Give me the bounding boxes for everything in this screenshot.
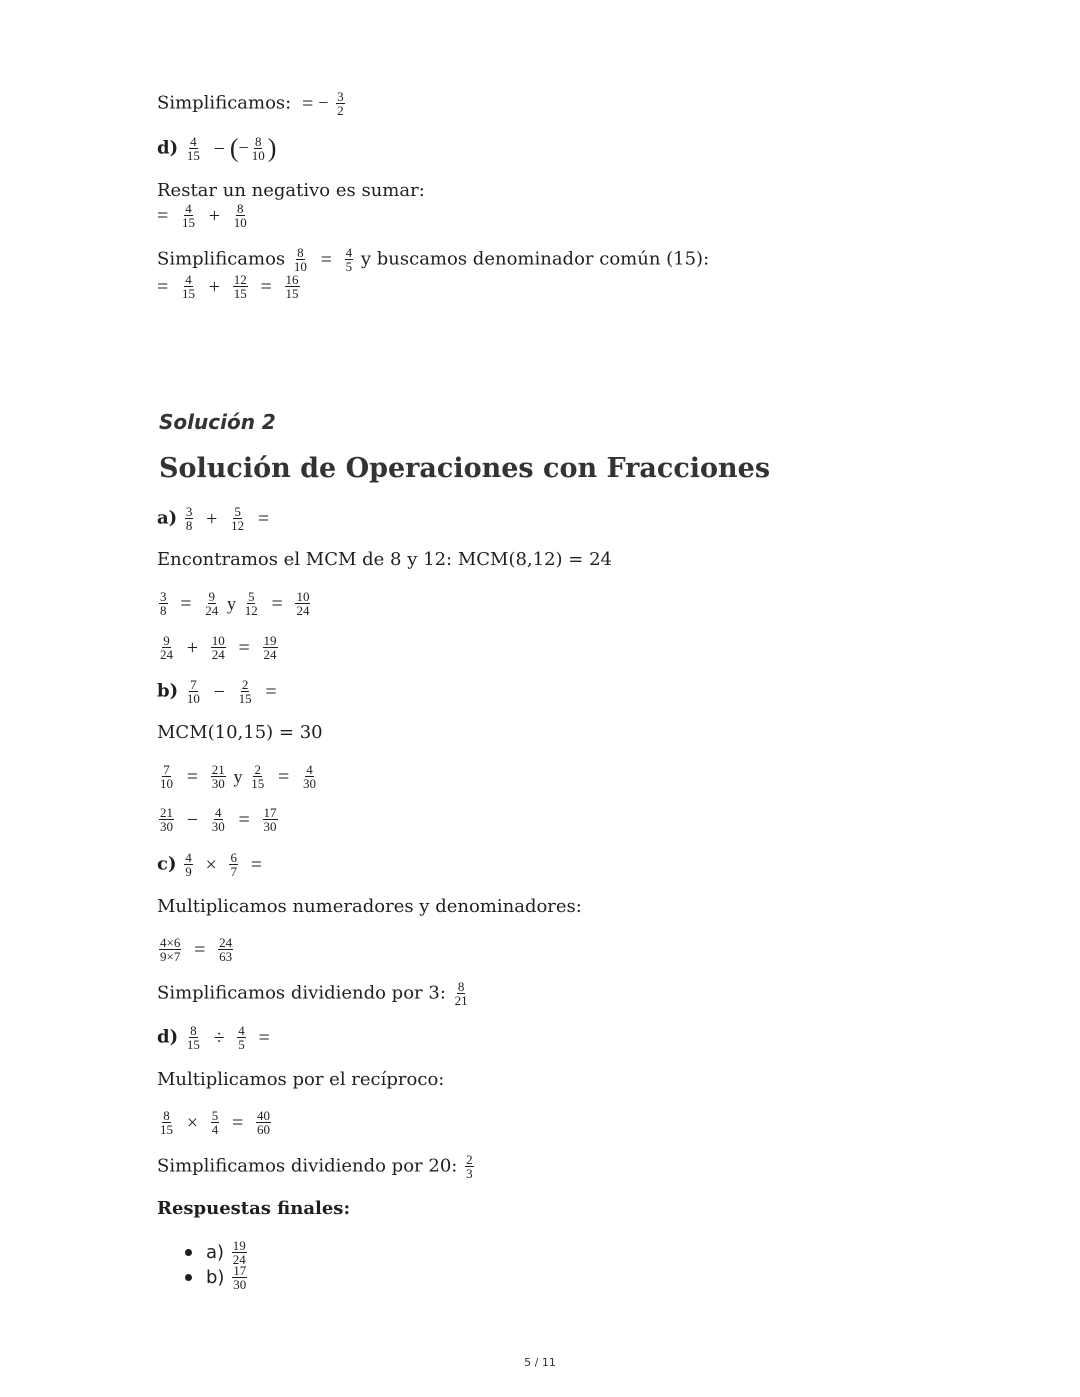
item-d-line: d) $\frac{4}{15}$ − (− $\frac{8}{10}$ ): [157, 133, 277, 163]
item-c-line: c) $\frac{4}{9}$ × $\frac{6}{7}$ =: [157, 850, 262, 879]
fraction: $\frac{5}{12}$: [244, 589, 258, 618]
item-b-label: b): [157, 680, 179, 702]
simplify-line: Simplificamos: = − $\frac{3}{2}$: [157, 89, 344, 118]
fraction: $\frac{7}{10}$: [160, 762, 173, 791]
fraction: $\frac{4}{5}$: [345, 245, 353, 274]
fraction: $\frac{4}{15}$: [182, 272, 196, 301]
fraction: $\frac{5}{4}$: [211, 1108, 219, 1137]
item-a-mcm: Encontramos el MCM de 8 y 12: MCM(8,12) = 24: [157, 549, 613, 570]
fraction: $\frac{3}{8}$: [185, 504, 193, 533]
fraction: $\frac{2}{3}$: [466, 1152, 473, 1181]
fraction: $\frac{2}{15}$: [238, 677, 252, 706]
fraction: $\frac{21}{30}$: [211, 762, 225, 791]
answer-item-a: a) $\frac{19}{24}$: [185, 1239, 249, 1266]
item-c-product: $\frac{4\times 6}{9\times 7}$ = $\frac{24}{63}$: [160, 935, 233, 964]
fraction: $\frac{6}{7}$: [230, 850, 237, 879]
fraction: $\frac{8}{10}$: [251, 134, 265, 163]
fraction: $\frac{4}{30}$: [302, 762, 316, 791]
item-b-mcm: MCM(10,15) = 30: [157, 722, 323, 743]
item-c-label: c): [157, 853, 177, 875]
answer-item-b: b) $\frac{17}{30}$: [185, 1264, 249, 1291]
item-d2-simplify: Simplificamos dividiendo por 20: $\frac{2}{3}$: [157, 1152, 473, 1181]
fraction: $\frac{8}{15}$: [186, 1023, 200, 1052]
item-d2-recip-text: Multiplicamos por el recíproco:: [157, 1069, 445, 1090]
common-sum: = $\frac{4}{15}$ + $\frac{12}{15}$ = $\frac{16}{15}$: [157, 272, 299, 301]
fraction: $\frac{19}{24}$: [263, 633, 277, 662]
item-a-convert: $\frac{3}{8}$ = $\frac{9}{24}$ y $\frac{5}{12}$ = $\frac{10}{24}$: [160, 589, 310, 618]
item-d-label: d): [157, 137, 179, 159]
simplify-label: Simplificamos:: [157, 92, 292, 114]
item-a-line: a) $\frac{3}{8}$ + $\frac{5}{12}$ =: [157, 504, 270, 533]
fraction: $\frac{24}{63}$: [219, 935, 233, 964]
fraction: $\frac{10}{24}$: [296, 589, 310, 618]
item-b-convert: $\frac{7}{10}$ = $\frac{21}{30}$ y $\frac{2}{15}$ = $\frac{4}{30}$: [160, 762, 316, 791]
fraction: $\frac{2}{15}$: [251, 762, 265, 791]
fraction: $\frac{21}{30}$: [160, 805, 173, 834]
fraction: $\frac{8}{10}$: [233, 201, 247, 230]
item-b-line: b) $\frac{7}{10}$ − $\frac{2}{15}$ =: [157, 677, 277, 706]
fraction: $\frac{12}{15}$: [233, 272, 247, 301]
fraction: $\frac{4\times 6}{9\times 7}$: [160, 935, 181, 964]
fraction: $\frac{10}{24}$: [211, 633, 225, 662]
item-a-label: a): [157, 507, 178, 529]
item-a-sum: $\frac{9}{24}$ + $\frac{10}{24}$ = $\frac{19}{24}$: [160, 633, 277, 662]
negative-sum: = $\frac{4}{15}$ + $\frac{8}{10}$: [157, 201, 247, 230]
minus-sign: −: [318, 92, 329, 113]
fraction: $\frac{17}{30}$: [233, 1263, 247, 1292]
simplify-common-line: Simplificamos $\frac{8}{10}$ = $\frac{4}{5}$ y buscamos denominador común (15):: [157, 245, 710, 274]
item-d2-line: d) $\frac{8}{15}$ ÷ $\frac{4}{5}$ =: [157, 1023, 270, 1052]
fraction: $\frac{40}{60}$: [257, 1108, 270, 1137]
item-b-diff: $\frac{21}{30}$ − $\frac{4}{30}$ = $\frac{17}{30}$: [160, 805, 277, 834]
item-c-simplify: Simplificamos dividiendo por 3: $\frac{8}{21}$: [157, 979, 468, 1008]
fraction: $\frac{9}{24}$: [160, 633, 173, 662]
fraction: $\frac{16}{15}$: [285, 272, 299, 301]
fraction: $\frac{4}{5}$: [238, 1023, 245, 1052]
item-c-mult-text: Multiplicamos numeradores y denominadores:: [157, 896, 582, 917]
fraction: $\frac{19}{24}$: [232, 1238, 246, 1267]
fraction: $\frac{4}{30}$: [211, 805, 225, 834]
fraction: $\frac{4}{9}$: [185, 850, 192, 879]
fraction: $\frac{8}{21}$: [454, 979, 468, 1008]
item-d2-mult: $\frac{8}{15}$ × $\frac{5}{4}$ = $\frac{40}{60}$: [160, 1108, 270, 1137]
fraction: $\frac{3}{8}$: [160, 589, 167, 618]
fraction: $\frac{5}{12}$: [231, 504, 245, 533]
fraction: $\frac{4}{15}$: [182, 201, 196, 230]
fraction: $\frac{7}{10}$: [186, 677, 200, 706]
fraction: $\frac{8}{15}$: [160, 1108, 173, 1137]
solution-label: Solución 2: [159, 410, 276, 434]
negative-text: Restar un negativo es sumar:: [157, 180, 425, 201]
fraction: $\frac{3}{2}$: [337, 89, 344, 118]
answers-title: Respuestas finales:: [157, 1198, 351, 1219]
fraction: $\frac{8}{10}$: [293, 245, 307, 274]
fraction: $\frac{17}{30}$: [263, 805, 277, 834]
bullet-icon: [185, 1274, 192, 1281]
fraction: $\frac{4}{15}$: [186, 134, 200, 163]
solution-title: Solución de Operaciones con Fracciones: [159, 453, 771, 484]
bullet-icon: [185, 1249, 192, 1256]
page-number: 5 / 11: [524, 1356, 556, 1369]
fraction: $\frac{9}{24}$: [205, 589, 219, 618]
item-d2-label: d): [157, 1026, 179, 1048]
